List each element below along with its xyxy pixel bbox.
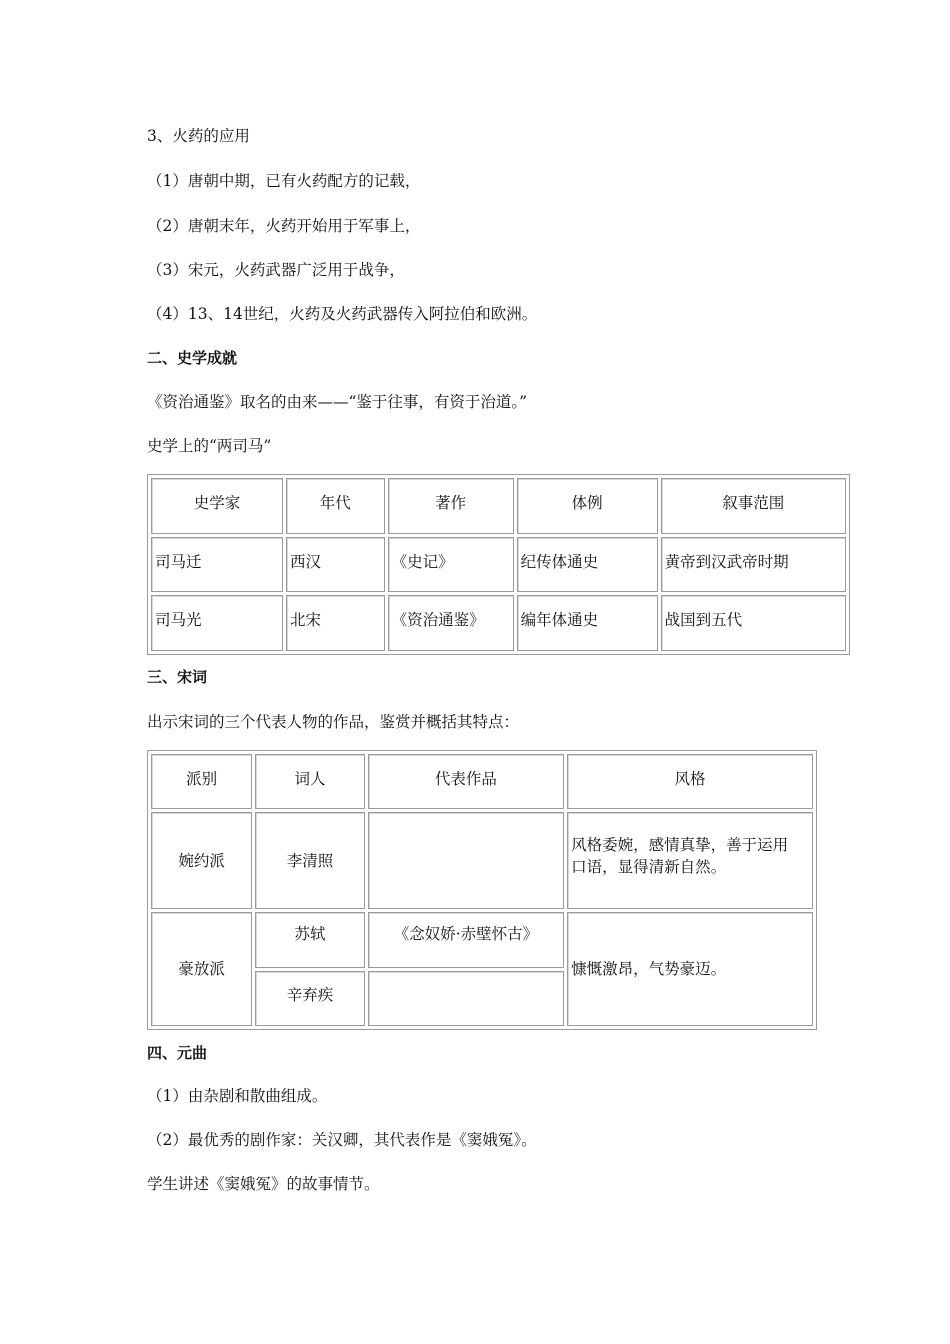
work-cell: [368, 971, 564, 1026]
table-row: [151, 537, 846, 593]
gunpowder-heading: 3、火药的应用: [147, 127, 250, 145]
style-cell: 慷慨激昂，气势豪迈。: [567, 912, 813, 1026]
yuanqu-item-2: （2）最优秀的剧作家：关汉卿，其代表作是《窦娥冤》。: [147, 1131, 537, 1149]
table-header-cell: 代表作品: [368, 754, 564, 809]
gunpowder-item-2: （2）唐朝末年，火药开始用于军事上，: [147, 217, 421, 235]
table-row: [151, 595, 846, 651]
table-header-cell: 年代: [286, 478, 385, 534]
school-cell: 豪放派: [151, 912, 252, 1026]
yuanqu-item-1: （1）由杂剧和散曲组成。: [147, 1087, 328, 1105]
table-cell: 司马光: [151, 595, 283, 651]
table-row: [151, 812, 813, 909]
table-cell: 编年体通史: [517, 595, 658, 651]
history-intro-text: 史学上的“两司马”: [147, 437, 272, 455]
table-header-cell: 词人: [255, 754, 365, 809]
table-cell: 战国到五代: [661, 595, 846, 651]
history-heading: 二、史学成就: [147, 349, 238, 367]
songci-intro-text: 出示宋词的三个代表人物的作品，鉴赏并概括其特点：: [147, 713, 520, 731]
songci-heading: 三、宋词: [147, 668, 208, 686]
work-cell: 《念奴娇·赤壁怀古》: [368, 912, 564, 967]
style-cell: [567, 812, 813, 909]
poet-cell: 苏轼: [255, 912, 365, 967]
table-header-cell: 派别: [151, 754, 252, 809]
poet-cell: 辛弃疾: [255, 971, 365, 1026]
history-naming-text: 《资治通鉴》取名的由来——“鉴于往事，有资于治道。”: [147, 393, 528, 411]
table-cell: 北宋: [286, 595, 385, 651]
table-cell: 黄帝到汉武帝时期: [661, 537, 846, 593]
table-header-row: [151, 754, 813, 809]
table-cell: 司马迁: [151, 537, 283, 593]
school-cell: 婉约派: [151, 812, 252, 909]
table-header-cell: 史学家: [151, 478, 283, 534]
poet-cell: 李清照: [255, 812, 365, 909]
table-header-cell: 风格: [567, 754, 813, 809]
table-header-row: [151, 478, 846, 534]
table-cell: 西汉: [286, 537, 385, 593]
style-line: 口语，显得清新自然。: [571, 858, 727, 877]
gunpowder-item-1: （1）唐朝中期，已有火药配方的记载，: [147, 172, 421, 190]
table-header-cell: 著作: [388, 478, 514, 534]
songci-table: [147, 750, 817, 1030]
work-cell: [368, 812, 564, 909]
gunpowder-item-3: （3）宋元，火药武器广泛用于战争，: [147, 261, 405, 279]
table-header-cell: 叙事范围: [661, 478, 846, 534]
table-cell: 纪传体通史: [517, 537, 658, 593]
table-cell: 《资治通鉴》: [388, 595, 514, 651]
gunpowder-item-4: （4）13、14世纪，火药及火药武器传入阿拉伯和欧洲。: [147, 305, 538, 323]
table-row: [151, 912, 813, 967]
table-header-cell: 体例: [517, 478, 658, 534]
table-cell: 《史记》: [388, 537, 514, 593]
style-line: 风格委婉，感情真挚，善于运用: [571, 836, 789, 855]
yuanqu-closing-text: 学生讲述《窦娥冤》的故事情节。: [147, 1175, 380, 1193]
historians-table: [147, 474, 850, 655]
yuanqu-heading: 四、元曲: [147, 1044, 208, 1062]
